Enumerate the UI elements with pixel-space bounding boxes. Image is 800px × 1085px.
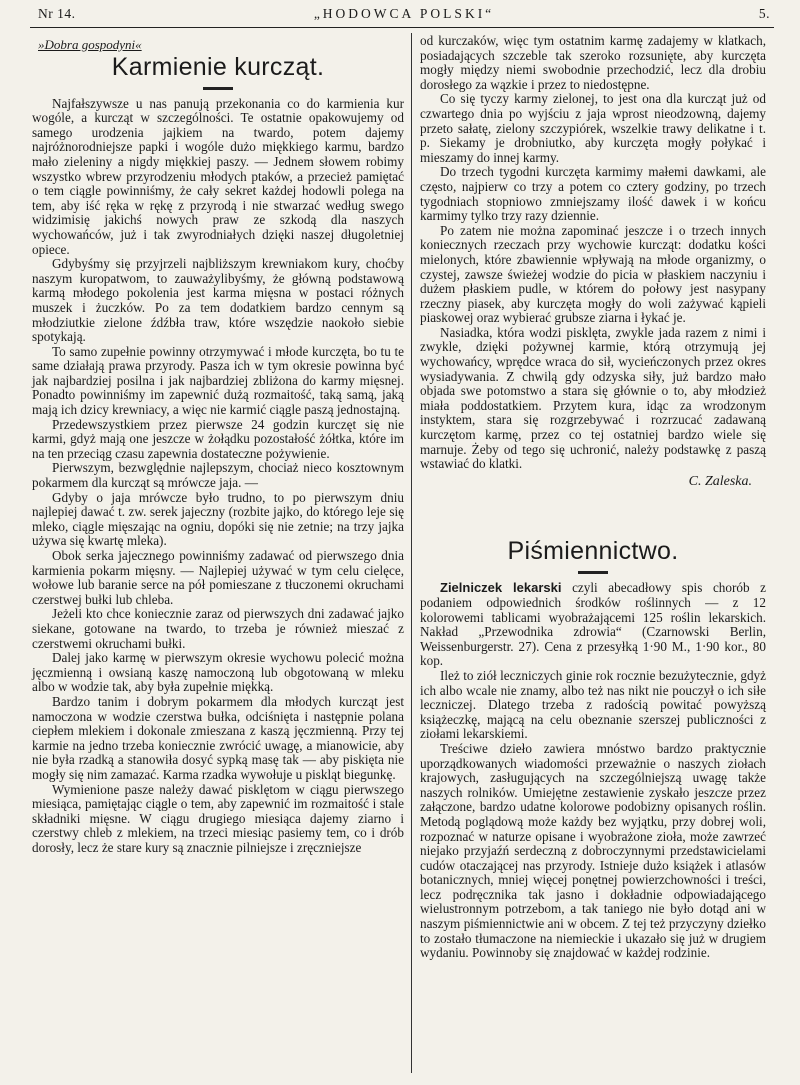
article-paragraph: Nasiadka, która wodzi pisklęta, zwykle jada razem z nimi i zwykle, dzięki pożywnej karmie, którą otrzymują jej wychowańcy, wprędce wraca do sił, wycieńczonych przez okres wysiadywania. Z chwilą gdy odzyska siły, już bardzo mało objada swe potomstwo a stara się głównie o to, aby młodzież miała poddostatkiem. Przytem kura, idąc za wrodzonym instyktem, stara się rozgrzebywać i rozrzucać zadawaną kurczętom karmę, przez co tej ostatniej bardzo wiele się marnuje. Żeby od tego się uchronić, należy podstawkę z paszą wstawiać do klatki. [420,324,766,472]
article-paragraph: To samo zupełnie powinny otrzymywać i młode kurczęta, bo tu te same działają prawa przyrody. Pasza ich w tym okresie powinna być jak najbardziej posilna i jak najbardziej zbliżona do karmy mięsnej. Ponadto powinniśmy im zapewnić dużą rozmaitość, taką samą, jaką mają ich dzicy krewniacy, a więc nie karmić ciągle paszą jednostajną. [32,343,404,418]
section-label: »Dobra gospodyni« [38,37,142,52]
article-paragraph: Po zatem nie można zapominać jeszcze i o trzech innych koniecznych rzeczach przy wychowie kurcząt: dodatku kości mielonych, które zbawiennie wpływają na młode organizmy, o czystej, zawsze świeżej wodzie do picia w płaskiem naczyniu i dużem płaskiem pudle, w którem do połowy jest nasypany rzeczny piasek, aby kurczęta mogły do woli zażywać kąpieli piaskowej oraz wybierać grubsze ziarna i łykać je. [420,222,766,326]
column-divider [411,33,412,1073]
book-title: Zielniczek lekarski [440,580,562,596]
article-paragraph: Co się tyczy karmy zielonej, to jest ona dla kurcząt już od czwartego dnia po wyjściu z jaja wprost nieodzowną, dajemy przeto sałatę, zielony szczypiórek, wszelkie trawy delikatne i t. p. Siekamy je drobniutko, aby kurczęta mogły połykać i mieszamy do innej karmy. [420,91,766,165]
running-header [38,6,770,24]
right-column [420,34,766,961]
issue-number: Nr 14. [38,6,76,21]
article-paragraph: Dalej jako karmę w pierwszym okresie wychowu polecić można jęczmienną i owsianą kaszę namoczoną lub obgotowaną w mleku albo w wodzie tak, aby była zupełnie miękką. [32,650,404,695]
review-paragraph: Ileż to ziół leczniczych ginie rok rocznie bezużytecznie, gdyż ich albo wcale nie znamy, albo też nas nikt nie pouczył o ich siłe leczniczej. Dlatego trzeba z radością powitać powyższą książeczkę, mającą na celu obeznanie szerszej publiczności z ziołami lekarskiemi. [420,667,766,742]
article-title: Karmienie kurcząt. [111,52,325,81]
article-paragraph: Do trzech tygodni kurczęta karmimy małemi dawkami, ale często, najpierw co trzy a potem co cztery godziny, po trzech tygodniach stopniowo zmniejszamy ilość dawek i w końcu karmimy tylko trzy razy dziennie. [420,164,766,224]
section-title: Piśmiennictwo. [507,537,679,566]
article-paragraph: Gdyby o jaja mrówcze było trudno, to po pierwszym dniu najlepiej dawać t. zw. serek jajeczny (rozbite jajko, do którego leje się mleko, ciągle mięszając na ogniu, dopóki się nie zetnie; na trzy jajka używa się kwartę mleka). [32,489,404,549]
article-paragraph: Najfałszywsze u nas panują przekonania co do karmienia kur wogóle, a kurcząt w szczególności. Te ostatnie opakowujemy od samego urodzenia jajkiem na twardo, potem dajemy najróżnorodniejsze papki i wogóle dużo miękkiego karmu, bardzo mało zieleniny a nigdy miękkiej paszy. — Jednem słowem robimy wszystko wbrew przyrodzeniu młodych ptaków, a przecież pamiętać o tem ciągle powinniśmy, że cały sekret każdej hodowli polega na tem, aby iść ręka w rękę z przyrodą i nie stwarzać według swego widzimisię jakichś nowych praw ze szkodą dla naszych wychowańców, już i tak zwyrodniałych dzięki naszej długoletniej opiece. [32,95,404,257]
section-divider [578,571,608,574]
section-spacer [420,489,766,537]
journal-title: „HODOWCA POLSKI“ [313,6,495,21]
article-paragraph: Wymienione pasze należy dawać pisklętom w ciągu pierwszego miesiąca, pamiętając ciągle o tem, aby zapewnić im rozmaitość i stale składniki mięsne. W ciągu drugiego miesiąca dajemy ziarno i czerstwy chleb z mlekiem, na trzeci miesiąc pasiemy tem, co i drób dorosły, lecz że stare kury są znacznie pilniejsze i zręczniejsze [32,781,404,855]
article-paragraph: Jeżeli kto chce koniecznie zaraz od pierwszych dni zadawać jajko siekane, gotowane na twardo, to trzeba je również mieszać z czerstwemi okruchami bułki. [32,606,404,651]
review-paragraph [420,581,766,669]
left-column [32,34,404,855]
article-paragraph: Gdybyśmy się przyjrzeli najbliższym krewniakom kury, choćby naszym kuropatwom, to zauważylibyśmy, że główną podstawową karmą młodego pokolenia jest karma mięsna w postaci różnych muszek i żuczków. Po za tem dodatkiem bardzo cennym są młodziutkie zielone źdźbła traw, które wszędzie naokoło siebie spotykają. [32,256,404,345]
article-paragraph: Bardzo tanim i dobrym pokarmem dla młodych kurcząt jest namoczona w wodzie czerstwa bułka, odciśnięta i następnie polana ciepłem mlekiem i dokonale zmieszana z kaszą jęczmienną. Przy tej karmie na jedno trzeba koniecznie zwrócić uwagę, a mianowicie, aby nie była rzadką a stanowiła dosyć sypką masę tak — aby piskięta nie mogły się nim zamazać. Karma rzadka wywołuje u piskląt biegunkę. [32,693,404,782]
title-divider [203,87,233,90]
article-paragraph: Przedewszystkiem przez pierwsze 24 godzin kurczęt się nie karmi, gdyż mają one jeszcze w żołądku pozostałość żółtka, które im na ten przeciąg czasu zapewnia dostateczne pożywienie. [32,416,404,461]
article-paragraph: Obok serka jajecznego powinniśmy zadawać od pierwszego dnia karmienia pokarm mięsny. — Najlepiej używać w tym celu cielęce, wołowe lub baranie serce na pół pomieszane z tłuczonemi okruchami czerstwej bułki lub chleba. [32,548,404,607]
header-rule [30,27,774,28]
article-paragraph: od kurczaków, więc tym ostatnim karmę zadajemy w klatkach, posiadających szczeble tak szeroko rozsunięte, aby kurczęta mogły między niemi swobodnie przechodzić, lecz dla drobiu dorosłego za wązkie i przez to niedostępne. [420,33,766,92]
review-paragraph: Treściwe dzieło zawiera mnóstwo bardzo praktycznie uporządkowanych wiadomości przeważnie o naszych ziołach krajowych, zasługujących na szczególniejszą uwagę także naszych rolników. Umiejętne zestawienie zyskało jeszcze przez załączone, bardzo udatne kolorowe podobizny opisanych roślin. Metodą poglądową może każdy bez wyjątku, przy dobrej woli, rozpoznać w naturze opisane i wyobrażone zioła, może zawrzeć niejako przyjaźń serdeczną z dobroczynnymi przedstawicielami cudów otaczającej nas przyrody. Istnieje dużo książek i atlasów botanicznych, mniej więcej ponętnej powierzchowności i treści, lecz podręcznika tak jasno i dokładnie odpowiadającego wielustronnym potrzebom, a tak taniego nie było dotąd ani w naszym piśmiennictwie ani w obcem. Z tej też przyczyny dziełko to zostało tłumaczone na niemieckie i ukazało się już w drugiem wydaniu. Powinnoby się znajdować w każdej rodzinie. [420,740,766,961]
article-paragraph: Pierwszym, bezwględnie najlepszym, chociaż nieco kosztownym pokarmem dla kurcząt są mrówcze jaja. — [32,460,404,491]
page-number: 5. [758,6,770,21]
author-signature: C. Zaleska. [688,473,752,489]
book-description: czyli abecadłowy spis chorób z podaniem odpowiednich środków roślinnych — z 12 kolorowemi tablicami wyobrażającemi 125 roślin lekarskich. Nakład „Przewodnika zdrowia“ (Czarnowski Berlin, Weissenburgerstr. 27). Cena z przesyłką 1·90 M., 1·90 kor., 80 kop. [420,580,766,669]
